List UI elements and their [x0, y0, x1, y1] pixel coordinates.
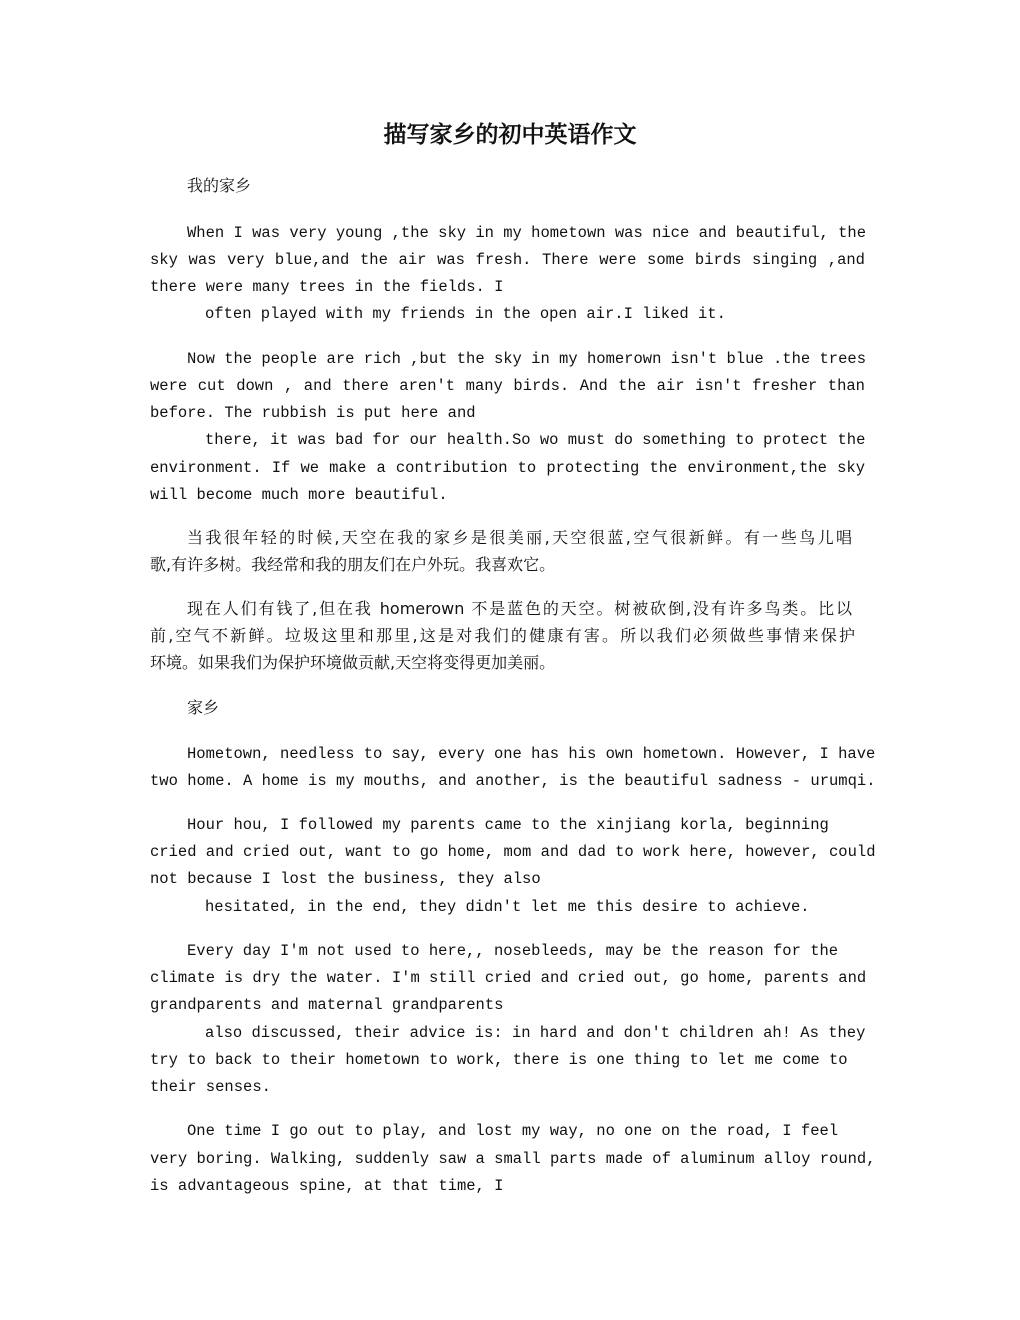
paragraph-line: cried and cried out, want to go home, mom and dad to work here, however, could [150, 843, 876, 861]
paragraph-line: very boring. Walking, suddenly saw a small parts made of aluminum alloy round, [150, 1150, 876, 1168]
chinese-paragraph-line: 现在人们有钱了,但在我 homerown 不是蓝色的天空。树被砍倒,没有许多鸟类。比以 [187, 599, 852, 618]
paragraph-line: there, it was bad for our health.So wo must do something to protect the [205, 431, 866, 449]
section-heading-my-hometown: 我的家乡 [187, 176, 252, 195]
paragraph-line: When I was very young ,the sky in my hometown was nice and beautiful, the [187, 224, 867, 242]
paragraph-line: not because I lost the business, they also [150, 870, 541, 888]
paragraph-line: hesitated, in the end, they didn't let me this desire to achieve. [205, 898, 810, 916]
paragraph-line: Hometown, needless to say, every one has his own hometown. However, I have [187, 745, 876, 763]
paragraph-line: environment. If we make a contribution to protecting the environment,the sky [150, 459, 865, 477]
paragraph-line: One time I go out to play, and lost my way, no one on the road, I feel [187, 1122, 839, 1140]
paragraph-line: their senses. [150, 1078, 271, 1096]
chinese-paragraph-line: 当我很年轻的时候,天空在我的家乡是很美丽,天空很蓝,空气很新鲜。有一些鸟儿唱 [187, 528, 852, 547]
paragraph-line: will become much more beautiful. [150, 486, 448, 504]
section-heading-hometown: 家乡 [187, 698, 220, 717]
document-title: 描写家乡的初中英语作文 [383, 121, 637, 148]
paragraph-line: also discussed, their advice is: in hard and don't children ah! As they [205, 1024, 866, 1042]
paragraph-line: sky was very blue,and the air was fresh. There were some birds singing ,and [150, 251, 865, 269]
paragraph-line: is advantageous spine, at that time, I [150, 1177, 504, 1195]
paragraph-line: Hour hou, I followed my parents came to the xinjiang korla, beginning [187, 816, 829, 834]
paragraph-line: before. The rubbish is put here and [150, 404, 476, 422]
paragraph-line: grandparents and maternal grandparents [150, 996, 504, 1014]
paragraph-line: Every day I'm not used to here,, nosebleeds, may be the reason for the [187, 942, 839, 960]
paragraph-line: try to back to their hometown to work, there is one thing to let me come to [150, 1051, 848, 1069]
paragraph-line: two home. A home is my mouths, and another, is the beautiful sadness - urumqi. [150, 772, 876, 790]
paragraph-line: were cut down , and there aren't many birds. And the air isn't fresher than [150, 377, 865, 395]
chinese-paragraph-line: 前,空气不新鲜。垃圾这里和那里,这是对我们的健康有害。所以我们必须做些事情来保护 [150, 626, 855, 645]
chinese-paragraph-line: 歌,有许多树。我经常和我的朋友们在户外玩。我喜欢它。 [150, 555, 556, 574]
paragraph-line: often played with my friends in the open air.I liked it. [205, 305, 726, 323]
chinese-paragraph-line: 环境。如果我们为保护环境做贡献,天空将变得更加美丽。 [150, 653, 556, 672]
paragraph-line: there were many trees in the fields. I [150, 278, 504, 296]
paragraph-line: climate is dry the water. I'm still cried and cried out, go home, parents and [150, 969, 867, 987]
paragraph-line: Now the people are rich ,but the sky in my homerown isn't blue .the trees [187, 350, 867, 368]
